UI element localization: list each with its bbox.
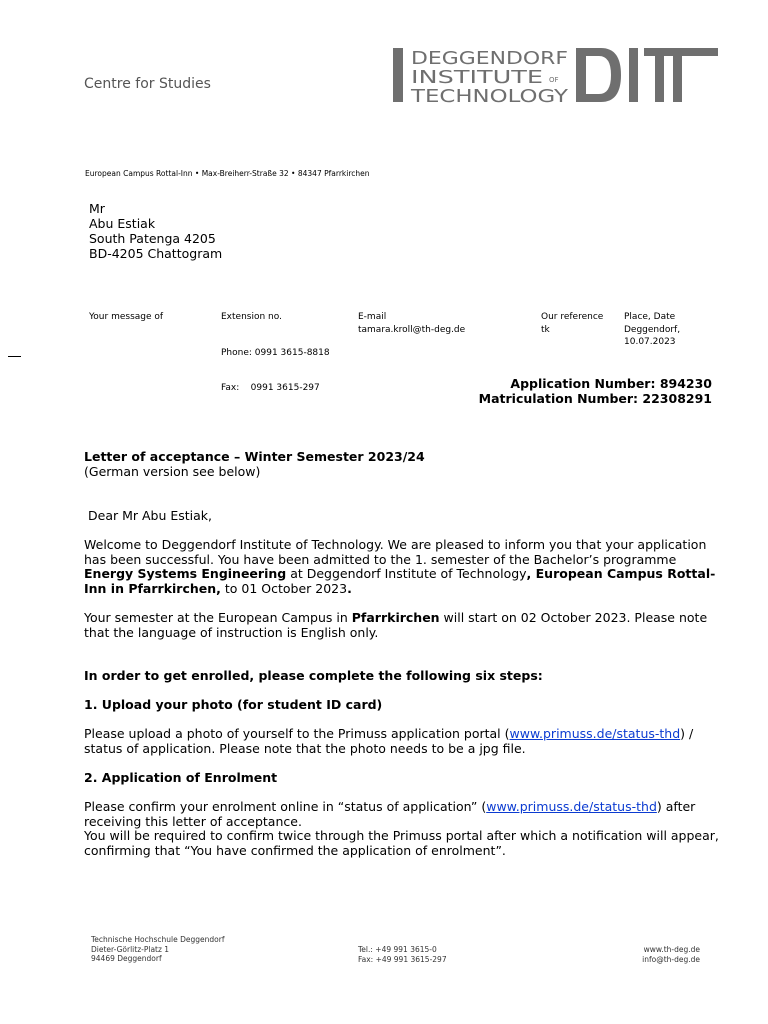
fax-number: Fax: 0991 3615-297 — [221, 382, 320, 393]
date-value: 10.07.2023 — [624, 336, 676, 347]
matriculation-number: Matriculation Number: 22308291 — [478, 391, 712, 406]
email-label: E-mail — [358, 312, 387, 322]
our-reference-value: tk — [541, 325, 550, 335]
programme-name: Energy Systems Engineering — [84, 566, 287, 581]
recipient-salutation: Mr — [89, 201, 105, 216]
footer-website[interactable]: www.th-deg.de — [643, 945, 700, 954]
recipient-name: Abu Estiak — [89, 216, 156, 231]
logo-line-2: INSTITUTE — [411, 67, 543, 88]
primuss-link-2[interactable]: www.primuss.de/status-thd — [486, 799, 657, 814]
application-numbers — [479, 376, 712, 406]
footer-street: Dieter-Görlitz-Platz 1 — [91, 944, 170, 954]
sender-address-line: European Campus Rottal-Inn • Max-Breiherr-Straße 32 • 84347 Pfarrkirchen — [85, 169, 370, 178]
letter-heading — [84, 450, 724, 479]
recipient-street: South Patenga 4205 — [89, 231, 216, 246]
phone-number: Phone: 0991 3615-8818 — [221, 348, 330, 358]
extension-values — [221, 325, 330, 406]
footer-address — [91, 935, 225, 964]
logo-line-1: DEGGENDORF — [411, 48, 568, 69]
letter-title: Letter of acceptance – Winter Semester 2023/24 — [84, 449, 425, 464]
footer-email[interactable]: info@th-deg.de — [642, 954, 700, 964]
steps-intro: In order to get enrolled, please complete the following six steps: — [84, 668, 543, 683]
your-message-label: Your message of — [89, 312, 164, 322]
place-date-value — [624, 325, 680, 348]
our-reference-label: Our reference — [541, 312, 604, 322]
dit-logo — [393, 46, 718, 104]
recipient-address — [89, 201, 222, 261]
extension-label: Extension no. — [221, 312, 282, 322]
logo-line-3: TECHNOLOGY — [409, 86, 570, 104]
footer-org: Technische Hochschule Deggendorf — [91, 935, 225, 944]
footer-tel: Tel.: +49 991 3615-0 — [358, 945, 437, 954]
step2-title: 2. Application of Enrolment — [84, 770, 278, 785]
greeting: Dear Mr Abu Estiak, — [88, 508, 213, 523]
footer-web — [642, 945, 700, 964]
centre-label: Centre for Studies — [84, 76, 211, 92]
step1-title: 1. Upload your photo (for student ID card) — [84, 697, 383, 712]
place-date-label: Place, Date — [624, 312, 676, 322]
letter-subtitle: (German version see below) — [84, 463, 261, 479]
campus-city: Pfarrkirchen — [351, 610, 440, 625]
fold-mark — [8, 356, 21, 357]
step2-text: Please confirm your enrolment online in “status of application” (www.primuss.de/status-thd) after receiving this letter of acceptance. You will be required to confirm twice through the Primuss portal after which a notification will appear, confirming that “You have confirmed the application of enrolment”. — [84, 799, 719, 858]
logo-of: OF — [549, 76, 559, 84]
recipient-city: BD-4205 Chattogram — [89, 246, 223, 261]
footer-fax: Fax: +49 991 3615-297 — [358, 954, 447, 964]
footer-phone — [358, 945, 447, 964]
dit-monogram — [576, 48, 718, 102]
primuss-link-1[interactable]: www.primuss.de/status-thd — [509, 726, 681, 741]
application-number: Application Number: 894230 — [510, 376, 712, 391]
paragraph-semester-start: Your semester at the European Campus in Pfarrkirchen will start on 02 October 2023. Please note that the language of instruction is English only. — [84, 610, 708, 640]
footer-city: 94469 Deggendorf — [91, 954, 162, 963]
place-value: Deggendorf, — [624, 325, 681, 335]
campus-name: , European Campus Rottal-Inn in Pfarrkirchen, — [84, 566, 716, 596]
contact-email: tamara.kroll@th-deg.de — [358, 325, 466, 335]
paragraph-admission: Welcome to Deggendorf Institute of Technology. We are pleased to inform you that your application has been successful. You have been admitted to the 1. semester of the Bachelor’s programme Energy Systems Engineering at Deggendorf Institute of Technology, European Campus Rottal-Inn in Pfarrkirchen, to 01 October 2023. — [84, 537, 716, 596]
step1-text: Please upload a photo of yourself to the Primuss application portal (www.primuss.de/status-thd) / status of application. Please note that the photo needs to be a jpg file. — [84, 726, 694, 756]
